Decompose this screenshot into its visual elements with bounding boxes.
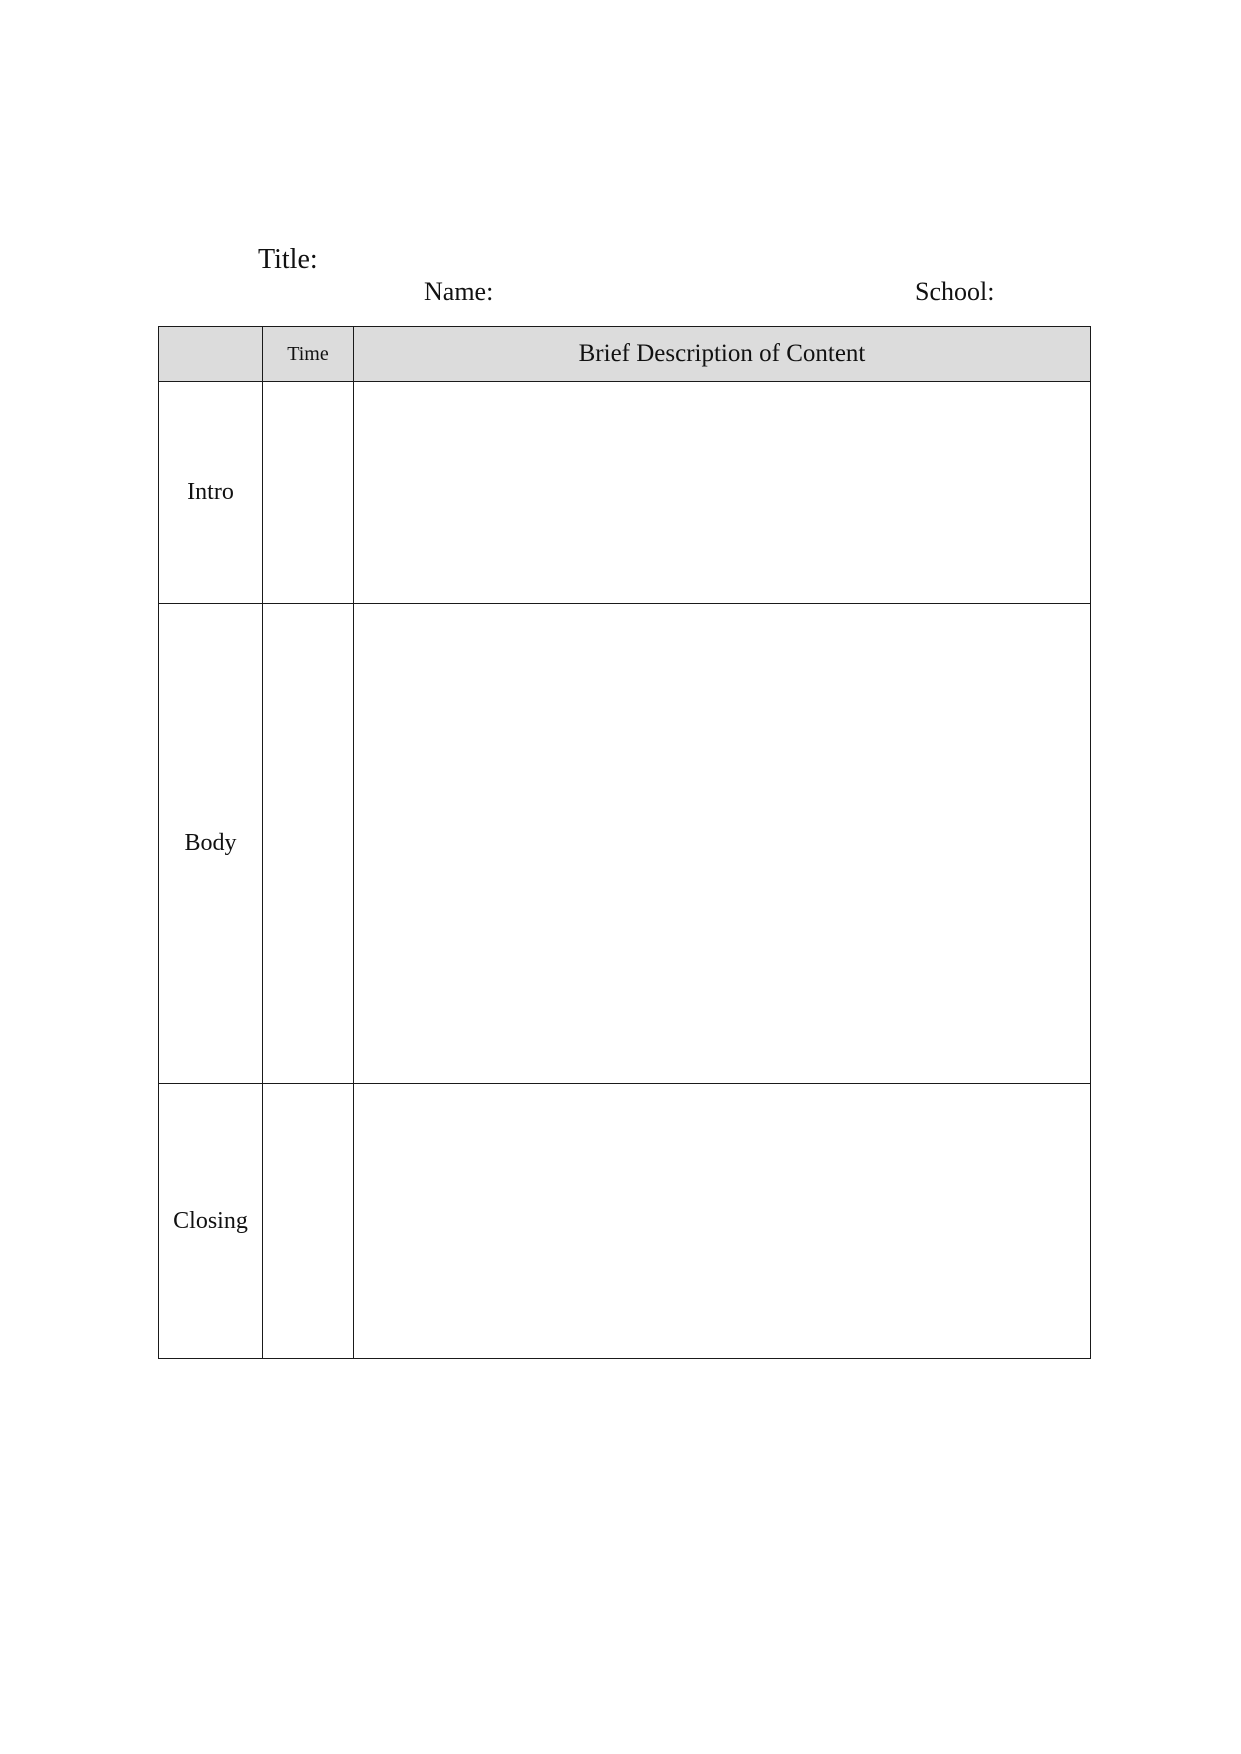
section-label-body: Body [159,604,263,1084]
table-row-intro [159,382,1091,604]
section-column-header [159,327,263,382]
title-label: Title: [258,244,318,275]
description-column-header: Brief Description of Content [354,327,1091,382]
table-header-row [159,327,1091,382]
table-row-body [159,604,1091,1084]
time-cell-intro[interactable] [263,382,354,604]
section-label-intro: Intro [159,382,263,604]
name-label: Name: [424,277,494,306]
school-label: School: [915,277,995,306]
section-label-closing: Closing [159,1084,263,1359]
description-cell-intro[interactable] [354,382,1091,604]
time-cell-closing[interactable] [263,1084,354,1359]
description-cell-closing[interactable] [354,1084,1091,1359]
description-cell-body[interactable] [354,604,1091,1084]
time-cell-body[interactable] [263,604,354,1084]
lesson-plan-table [158,326,1091,1359]
time-column-header: Time [263,327,354,382]
table-row-closing [159,1084,1091,1359]
